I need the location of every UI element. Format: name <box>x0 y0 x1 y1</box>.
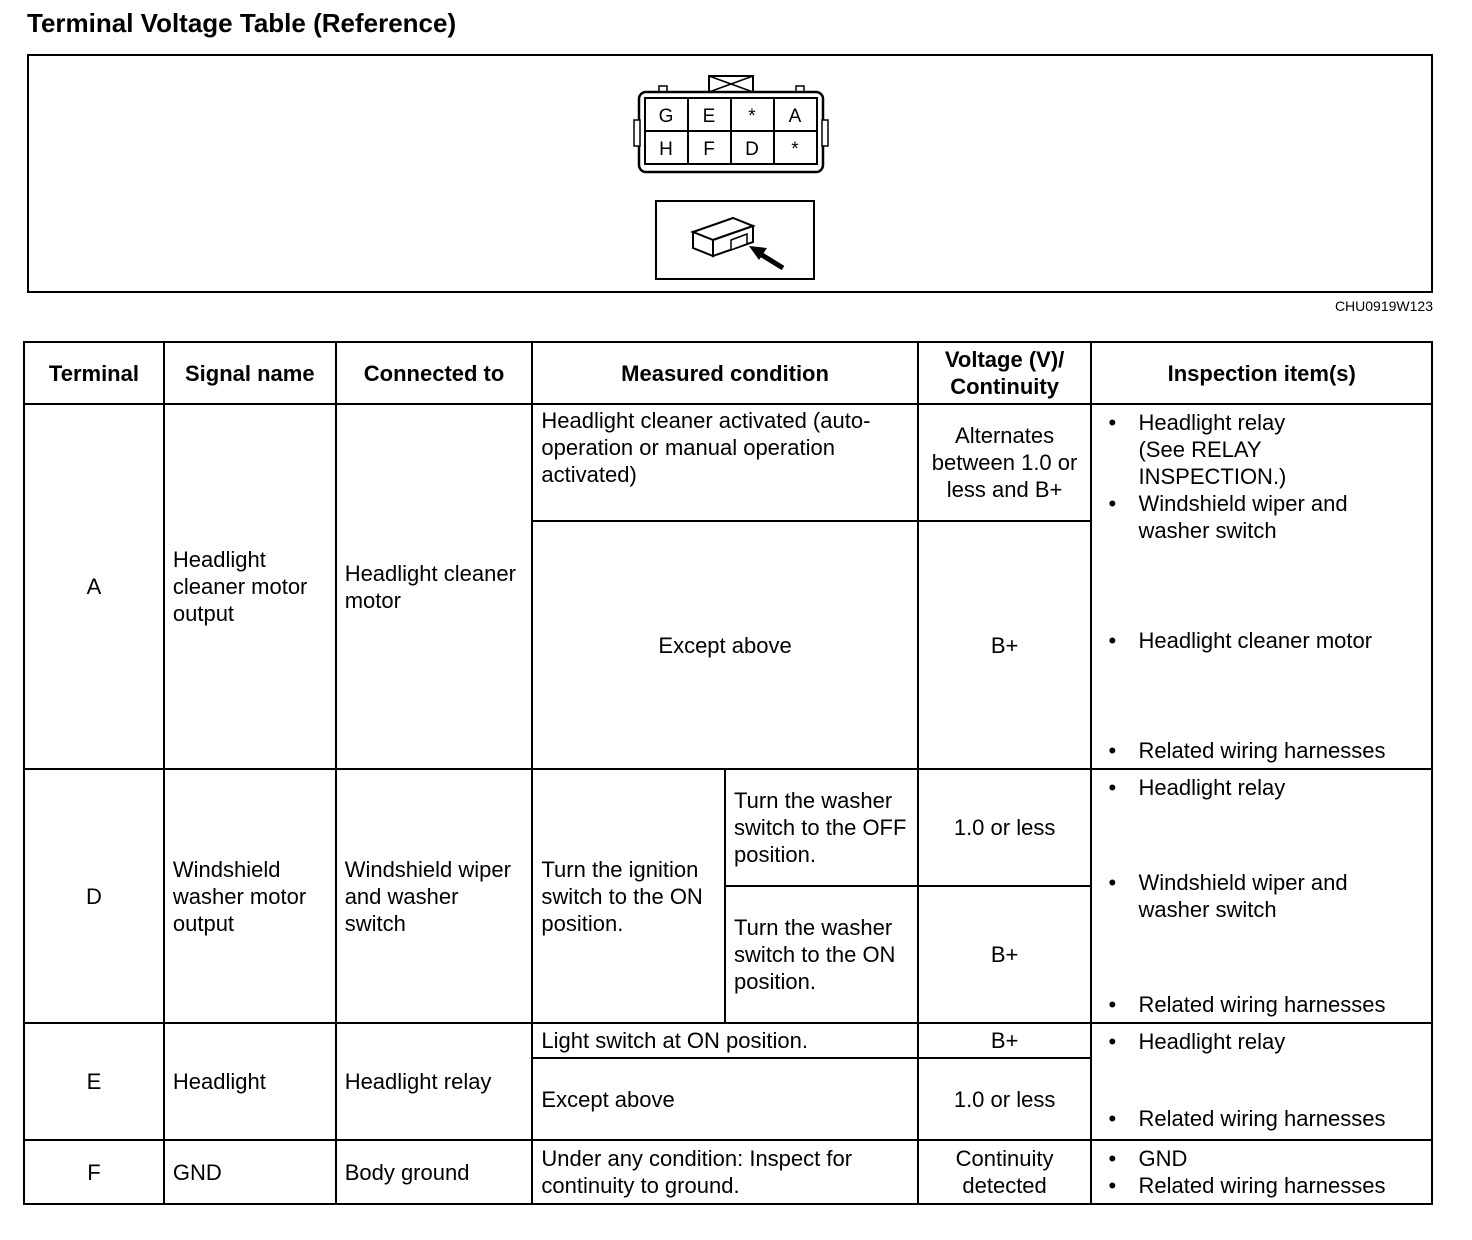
header-measured-condition: Measured condition <box>532 342 917 404</box>
header-inspection-items: Inspection item(s) <box>1091 342 1432 404</box>
figure-code: CHU0919W123 <box>1334 298 1433 314</box>
inspection-item: • Headlight relay (See RELAY INSPECTION.) <box>1100 409 1423 490</box>
inspection-cell <box>1091 1140 1432 1204</box>
pin-label: E <box>702 106 716 127</box>
signal-name-cell: Headlight cleaner motor output <box>164 404 336 769</box>
header-terminal: Terminal <box>24 342 164 404</box>
connected-to-cell: Headlight relay <box>336 1023 533 1140</box>
inspection-item: • Related wiring harnesses <box>1100 1105 1423 1132</box>
table-row <box>24 769 1432 886</box>
inspection-item: • Headlight cleaner motor <box>1100 627 1423 654</box>
condition-cell: Under any condition: Inspect for continuity to ground. <box>532 1140 917 1204</box>
signal-name-cell: Headlight <box>164 1023 336 1140</box>
voltage-cell: B+ <box>918 886 1092 1023</box>
pin-label: G <box>658 106 674 127</box>
terminal-cell: A <box>24 404 164 769</box>
terminal-cell: E <box>24 1023 164 1140</box>
sub-condition-cell: Turn the washer switch to the ON position. <box>725 886 918 1023</box>
voltage-cell: B+ <box>918 1023 1092 1058</box>
condition-cell: Except above <box>532 1058 917 1140</box>
pin-label: F <box>703 139 715 160</box>
inspection-item: • Related wiring harnesses <box>1100 737 1423 764</box>
voltage-cell: Alternates between 1.0 or less and B+ <box>918 404 1092 521</box>
pin-label: A <box>788 106 802 127</box>
pin-label: D <box>745 139 759 160</box>
condition-cell: Light switch at ON position. <box>532 1023 917 1058</box>
pin-label: * <box>791 139 799 160</box>
header-voltage-line1: Voltage (V)/ <box>944 347 1065 372</box>
header-signal-name: Signal name <box>164 342 336 404</box>
condition-cell: Turn the ignition switch to the ON position. <box>532 769 725 1023</box>
connector-diagram <box>631 74 831 174</box>
inspection-item: • GND <box>1100 1145 1423 1172</box>
inspection-item: • Headlight relay <box>1100 774 1423 801</box>
table-row <box>24 1023 1432 1058</box>
header-voltage <box>918 342 1092 404</box>
voltage-cell: B+ <box>918 521 1092 769</box>
voltage-cell: 1.0 or less <box>918 1058 1092 1140</box>
inspection-item: • Related wiring harnesses <box>1100 1172 1423 1199</box>
inspection-item: • Headlight relay <box>1100 1028 1423 1055</box>
terminal-cell: F <box>24 1140 164 1204</box>
inspection-cell <box>1091 404 1432 769</box>
inspection-cell <box>1091 1023 1432 1140</box>
table-row <box>24 404 1432 521</box>
condition-cell: Headlight cleaner activated (auto-operation or manual operation activated) <box>532 404 917 521</box>
view-direction-icon <box>655 200 815 280</box>
header-voltage-line2: Continuity <box>950 374 1059 399</box>
sub-condition-cell: Turn the washer switch to the OFF position. <box>725 769 918 886</box>
header-connected-to: Connected to <box>336 342 533 404</box>
connected-to-cell: Headlight cleaner motor <box>336 404 533 769</box>
pin-label: * <box>748 106 756 127</box>
inspection-cell <box>1091 769 1432 1023</box>
connected-to-cell: Body ground <box>336 1140 533 1204</box>
signal-name-cell: Windshield washer motor output <box>164 769 336 1023</box>
voltage-cell: Continuity detected <box>918 1140 1092 1204</box>
inspection-item: • Windshield wiper and washer switch <box>1100 490 1423 544</box>
terminal-voltage-table <box>23 341 1433 1205</box>
terminal-cell: D <box>24 769 164 1023</box>
inspection-item: • Related wiring harnesses <box>1100 991 1423 1018</box>
signal-name-cell: GND <box>164 1140 336 1204</box>
connector-figure <box>27 54 1433 293</box>
condition-cell: Except above <box>532 521 917 769</box>
pin-label: H <box>659 139 673 160</box>
header-row <box>24 342 1432 404</box>
connected-to-cell: Windshield wiper and washer switch <box>336 769 533 1023</box>
voltage-cell: 1.0 or less <box>918 769 1092 886</box>
page-title: Terminal Voltage Table (Reference) <box>27 8 457 38</box>
inspection-item: • Windshield wiper and washer switch <box>1100 869 1423 923</box>
table-row <box>24 1140 1432 1204</box>
